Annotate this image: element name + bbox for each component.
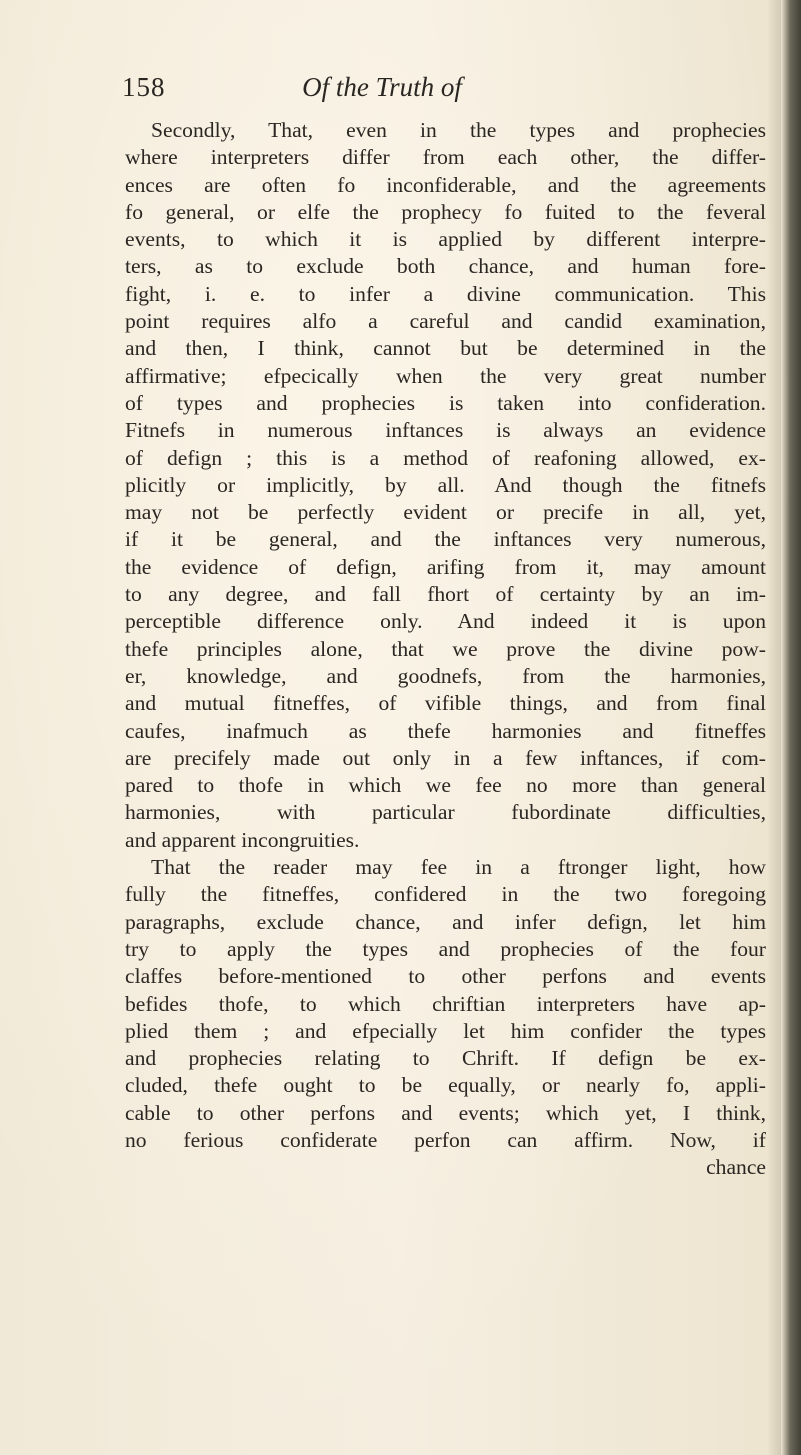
text-line: fight, i. e. to infer a divine communication. This: [125, 281, 766, 306]
text-line: and then, I think, cannot but be determined in the: [125, 336, 766, 361]
text-line: ences are often fo inconfiderable, and the agreements: [125, 172, 766, 197]
catchword: chance: [706, 1155, 766, 1180]
text-line: point requires alfo a careful and candid examination,: [125, 309, 766, 334]
body-text: [125, 117, 766, 1182]
text-line: fully the fitneffes, confidered in the two foregoing: [125, 882, 766, 907]
binding-shadow: [767, 0, 781, 1455]
text-line: are precifely made out only in a few inftances, if com-: [125, 745, 766, 770]
text-line: and mutual fitneffes, of vifible things, and from final: [125, 691, 766, 716]
running-head: [122, 72, 642, 112]
text-line: and apparent incongruities.: [125, 827, 360, 852]
running-title: Of the Truth of: [302, 72, 462, 102]
text-line: er, knowledge, and goodnefs, from the harmonies,: [125, 663, 766, 688]
text-line: claffes before-mentioned to other perfons and events: [125, 964, 766, 989]
text-line: to any degree, and fall fhort of certainty by an im-: [125, 582, 766, 607]
text-line: cluded, thefe ought to be equally, or nearly fo, appli-: [125, 1073, 766, 1098]
text-line: harmonies, with particular fubordinate difficulties,: [125, 800, 766, 825]
text-line: plied them ; and efpecially let him confider the types: [125, 1018, 766, 1043]
text-line: try to apply the types and prophecies of the four: [125, 936, 766, 961]
text-line: plicitly or implicitly, by all. And though the fitnefs: [125, 472, 766, 497]
text-line: fo general, or elfe the prophecy fo fuited to the feveral: [125, 199, 766, 224]
text-line: and prophecies relating to Chrift. If defign be ex-: [125, 1046, 766, 1071]
text-line: affirmative; efpecically when the very great number: [125, 363, 766, 388]
text-line: caufes, inafmuch as thefe harmonies and fitneffes: [125, 718, 766, 743]
text-line: pared to thofe in which we fee no more than general: [125, 773, 766, 798]
binding-edge: [781, 0, 801, 1455]
text-line: perceptible difference only. And indeed it is upon: [125, 609, 766, 634]
text-line: Secondly, That, even in the types and prophecies: [151, 118, 766, 142]
text-line: thefe principles alone, that we prove the divine pow-: [125, 636, 766, 661]
text-line: may not be perfectly evident or precife in all, yet,: [125, 500, 766, 525]
text-line: befides thofe, to which chriftian interpreters have ap-: [125, 991, 766, 1016]
text-line: no ferious confiderate perfon can affirm. Now, if: [125, 1127, 766, 1152]
text-line: the evidence of defign, arifing from it, may amount: [125, 554, 766, 579]
text-line: events, to which it is applied by different interpre-: [125, 227, 766, 252]
text-line: That the reader may fee in a ftronger light, how: [151, 855, 766, 880]
text-line: if it be general, and the inftances very numerous,: [125, 527, 766, 552]
text-line: cable to other perfons and events; which yet, I think,: [125, 1100, 766, 1125]
text-line: paragraphs, exclude chance, and infer defign, let him: [125, 909, 766, 934]
page-number: 158: [122, 72, 166, 102]
text-line: of defign ; this is a method of reafoning allowed, ex-: [125, 445, 766, 470]
text-line: ters, as to exclude both chance, and human fore-: [125, 254, 766, 279]
text-line: where interpreters differ from each other, the differ-: [125, 145, 766, 170]
text-line: of types and prophecies is taken into confideration.: [125, 390, 766, 415]
text-line: Fitnefs in numerous inftances is always an evidence: [125, 418, 766, 443]
